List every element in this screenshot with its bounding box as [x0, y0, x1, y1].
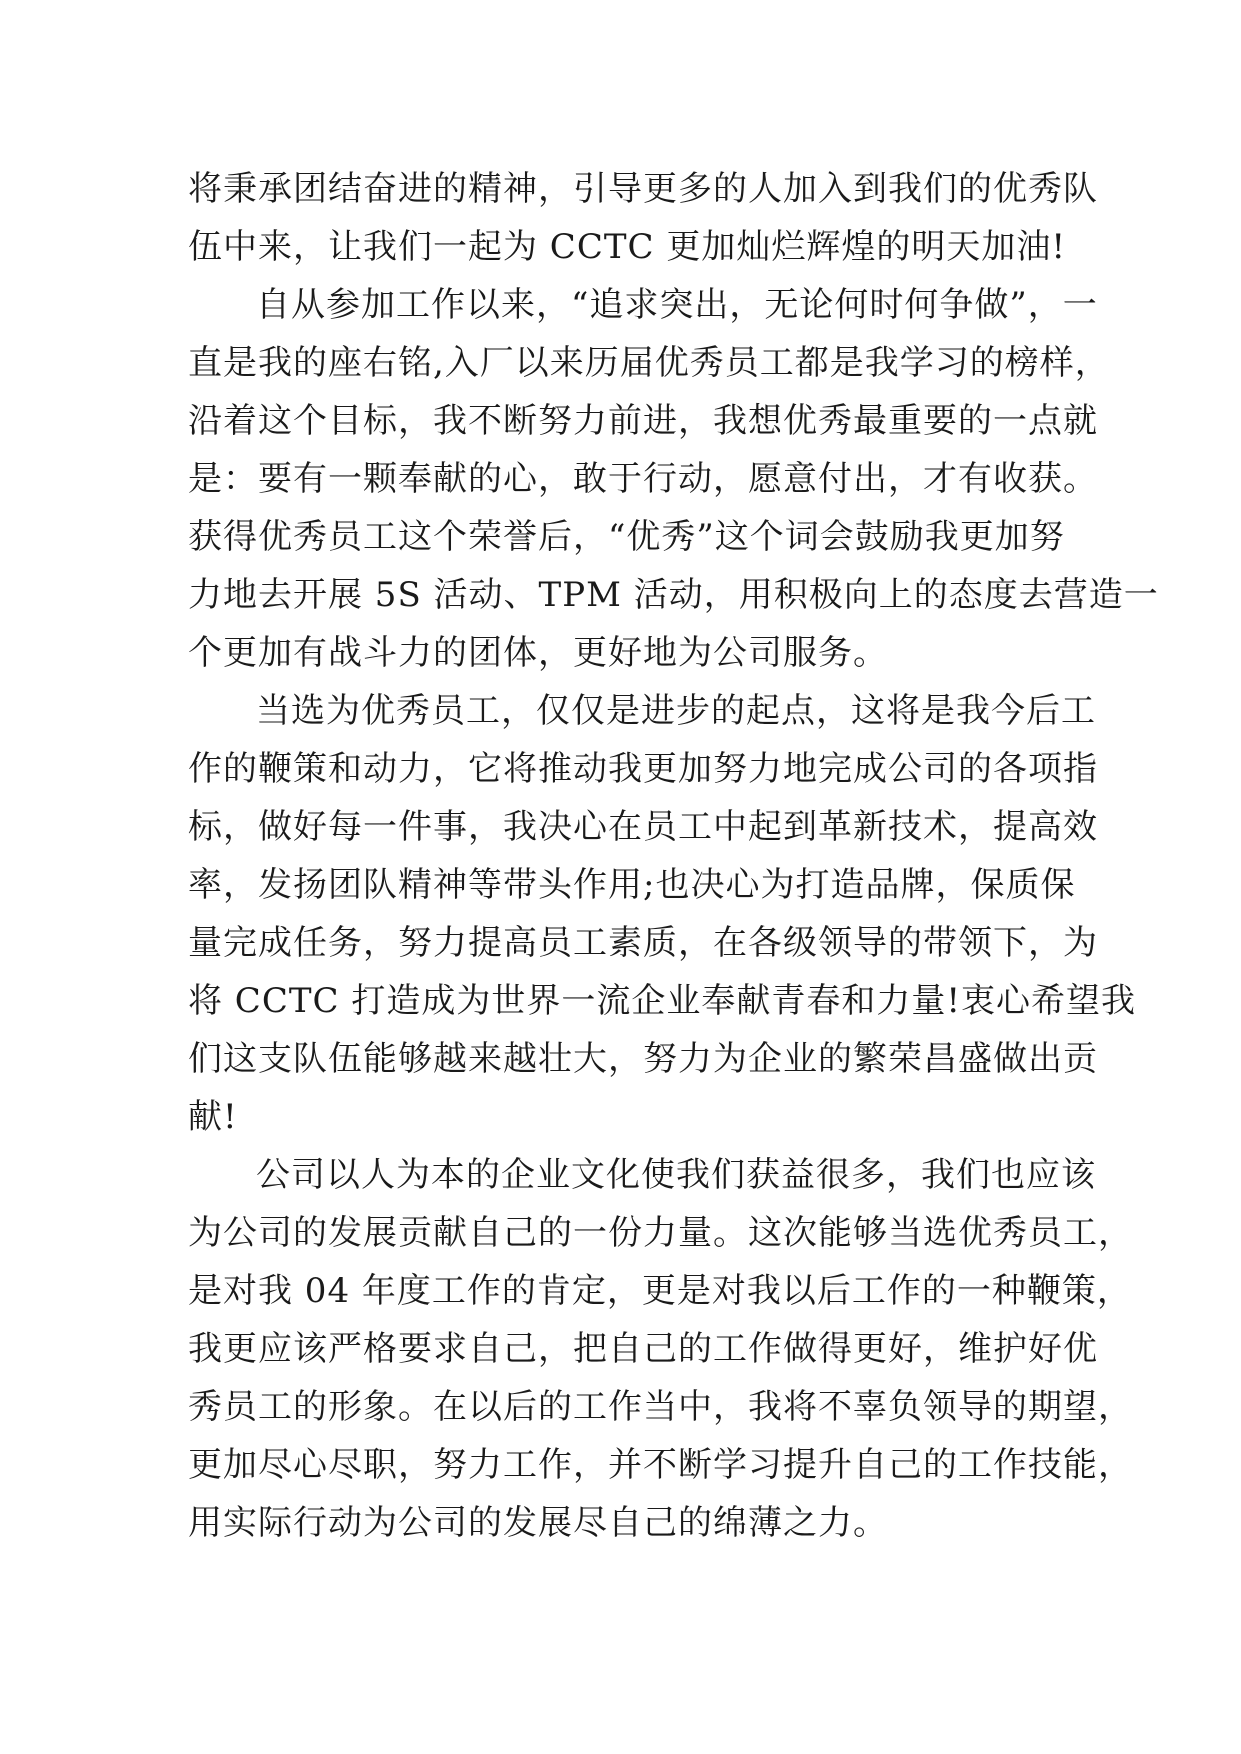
text-line: 标，做好每一件事，我决心在员工中起到革新技术，提高效 — [188, 807, 1098, 847]
text-line: 将秉承团结奋进的精神，引导更多的人加入到我们的优秀队 — [188, 169, 1098, 209]
text-line: 量完成任务，努力提高员工素质，在各级领导的带领下，为 — [188, 923, 1098, 963]
paragraph-3 — [188, 682, 1136, 1146]
text-line: 个更加有战斗力的团体，更好地为公司服务。 — [188, 633, 888, 673]
paragraph-1 — [188, 160, 1098, 276]
text-line: 更加尽心尽职，努力工作，并不断学习提升自己的工作技能， — [188, 1445, 1133, 1485]
text-line: 秀员工的形象。在以后的工作当中，我将不辜负领导的期望， — [188, 1387, 1133, 1427]
text-line: 为公司的发展贡献自己的一份力量。这次能够当选优秀员工， — [188, 1213, 1133, 1253]
text-line: 将 CCTC 打造成为世界一流企业奉献青春和力量!衷心希望我 — [188, 981, 1136, 1021]
text-line: 沿着这个目标，我不断努力前进，我想优秀最重要的一点就 — [188, 401, 1098, 441]
text-line: 自从参加工作以来，“追求突出，无论何时何争做”，一 — [256, 285, 1098, 325]
text-line: 伍中来，让我们一起为 CCTC 更加灿烂辉煌的明天加油! — [188, 227, 1066, 267]
text-line: 获得优秀员工这个荣誉后，“优秀”这个词会鼓励我更加努 — [188, 517, 1065, 557]
text-line: 当选为优秀员工，仅仅是进步的起点，这将是我今后工 — [256, 691, 1096, 731]
paragraph-2 — [188, 276, 1159, 682]
text-line: 力地去开展 5S 活动、TPM 活动，用积极向上的态度去营造一 — [188, 575, 1159, 615]
text-line: 献! — [188, 1097, 238, 1137]
text-line: 用实际行动为公司的发展尽自己的绵薄之力。 — [188, 1503, 888, 1543]
text-line: 公司以人为本的企业文化使我们获益很多，我们也应该 — [256, 1155, 1096, 1195]
text-line: 直是我的座右铭,入厂以来历届优秀员工都是我学习的榜样， — [188, 343, 1110, 383]
paragraph-4 — [188, 1146, 1133, 1552]
document-body — [188, 160, 1159, 1552]
text-line: 是：要有一颗奉献的心，敢于行动，愿意付出，才有收获。 — [188, 459, 1098, 499]
text-line: 率，发扬团队精神等带头作用;也决心为打造品牌，保质保 — [188, 865, 1076, 905]
text-line: 们这支队伍能够越来越壮大，努力为企业的繁荣昌盛做出贡 — [188, 1039, 1098, 1079]
text-line: 我更应该严格要求自己，把自己的工作做得更好，维护好优 — [188, 1329, 1098, 1369]
text-line: 是对我 04 年度工作的肯定，更是对我以后工作的一种鞭策， — [188, 1271, 1132, 1311]
text-line: 作的鞭策和动力，它将推动我更加努力地完成公司的各项指 — [188, 749, 1098, 789]
